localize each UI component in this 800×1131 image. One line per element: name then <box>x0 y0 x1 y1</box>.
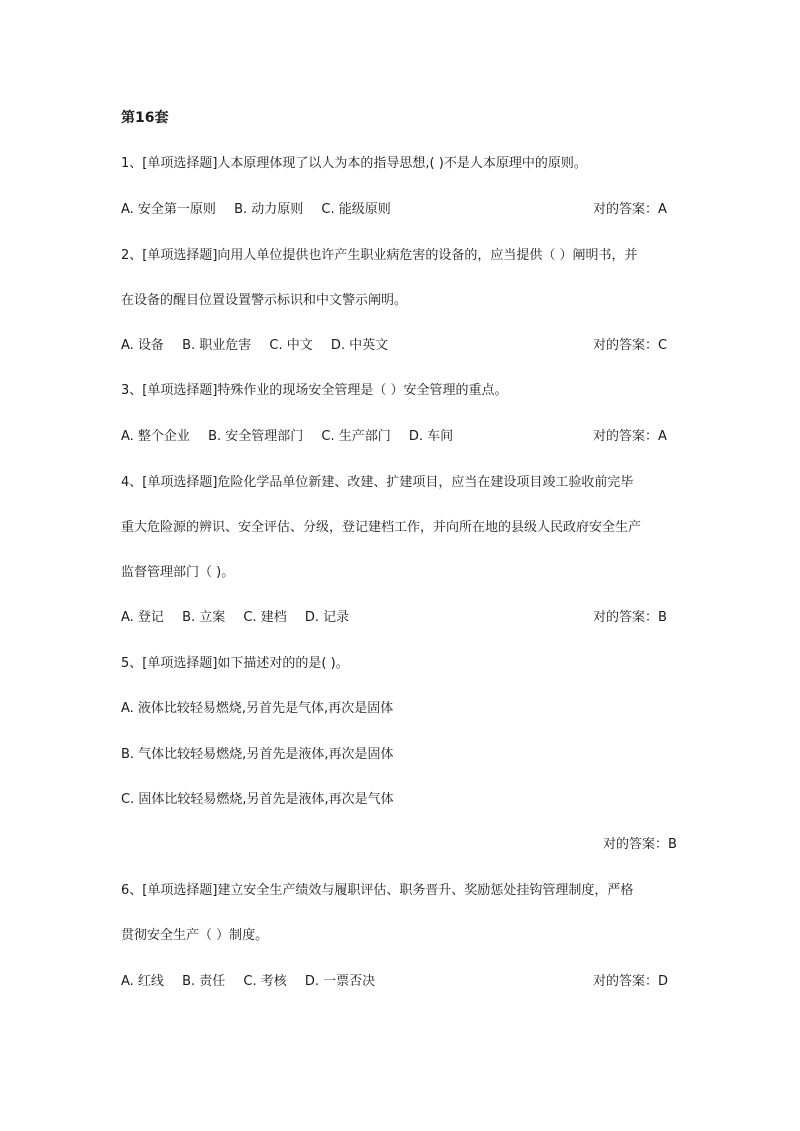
option-c: C. 考核 <box>243 974 287 989</box>
question-2-options <box>121 336 402 356</box>
option-a: A. 安全第一原则 <box>121 202 216 217</box>
option-b: B. 立案 <box>182 610 226 625</box>
question-4-text-line-2: 重大危险源的辨识、安全评估、分级，登记建档工作，并向所在地的县级人民政府安全生产 <box>121 520 642 535</box>
question-6-text-line-1: 6、[单项选择题]建立安全生产绩效与履职评估、职务晋升、奖励惩处挂钩管理制度，严格 <box>121 883 634 898</box>
question-6-answer: 对的答案：D <box>593 974 669 989</box>
option-b: B. 安全管理部门 <box>208 429 304 444</box>
question-4-answer: 对的答案：B <box>593 610 667 625</box>
question-3-text: 3、[单项选择题]特殊作业的现场安全管理是（ ）安全管理的重点。 <box>121 383 508 398</box>
question-4-text-line-3: 监督管理部门（ )。 <box>121 565 235 580</box>
question-4-text-line-1: 4、[单项选择题]危险化学品单位新建、改建、扩建项目，应当在建设项目竣工验收前完毕 <box>121 475 634 490</box>
question-2-text-line-1: 2、[单项选择题]向用人单位提供也许产生职业病危害的设备的，应当提供（ ）阐明书，并 <box>121 248 638 263</box>
option-d: D. 记录 <box>304 610 350 625</box>
question-5-option-b: B. 气体比较轻易燃烧,另首先是液体,再次是固体 <box>121 747 394 762</box>
option-d: D. 车间 <box>408 429 454 444</box>
option-a: A. 设备 <box>121 338 164 353</box>
question-5-option-a: A. 液体比较轻易燃烧,另首先是气体,再次是固体 <box>121 701 394 716</box>
option-a: A. 登记 <box>121 610 164 625</box>
option-c: C. 建档 <box>243 610 287 625</box>
question-6-options <box>121 972 389 992</box>
question-5-option-c: C. 固体比较轻易燃烧,另首先是液体,再次是气体 <box>121 792 394 807</box>
question-2-answer: 对的答案：C <box>593 338 668 353</box>
option-d: D. 一票否决 <box>304 974 376 989</box>
question-1-options <box>121 200 405 220</box>
question-1-text: 1、[单项选择题]人本原理体现了以人为本的指导思想,( )不是人本原理中的原则。 <box>121 156 587 171</box>
question-1-answer: 对的答案：A <box>593 202 667 217</box>
question-3-answer: 对的答案：A <box>593 429 667 444</box>
option-b: B. 职业危害 <box>182 338 252 353</box>
option-a: A. 整个企业 <box>121 429 190 444</box>
question-4-options <box>121 608 363 628</box>
question-5-answer: 对的答案：B <box>603 837 677 852</box>
question-2-text-line-2: 在设备的醒目位置设置警示标识和中文警示阐明。 <box>121 293 408 308</box>
option-a: A. 红线 <box>121 974 164 989</box>
page-title: 第16套 <box>121 110 169 126</box>
option-d: D. 中英文 <box>330 338 389 353</box>
question-3-options <box>121 427 467 447</box>
question-6-text-line-2: 贯彻安全生产（ ）制度。 <box>121 928 269 943</box>
option-b: B. 动力原则 <box>234 202 304 217</box>
option-c: C. 生产部门 <box>321 429 391 444</box>
option-c: C. 中文 <box>269 338 313 353</box>
question-5-text: 5、[单项选择题]如下描述对的的是( )。 <box>121 656 349 671</box>
option-b: B. 责任 <box>182 974 226 989</box>
option-c: C. 能级原则 <box>321 202 391 217</box>
